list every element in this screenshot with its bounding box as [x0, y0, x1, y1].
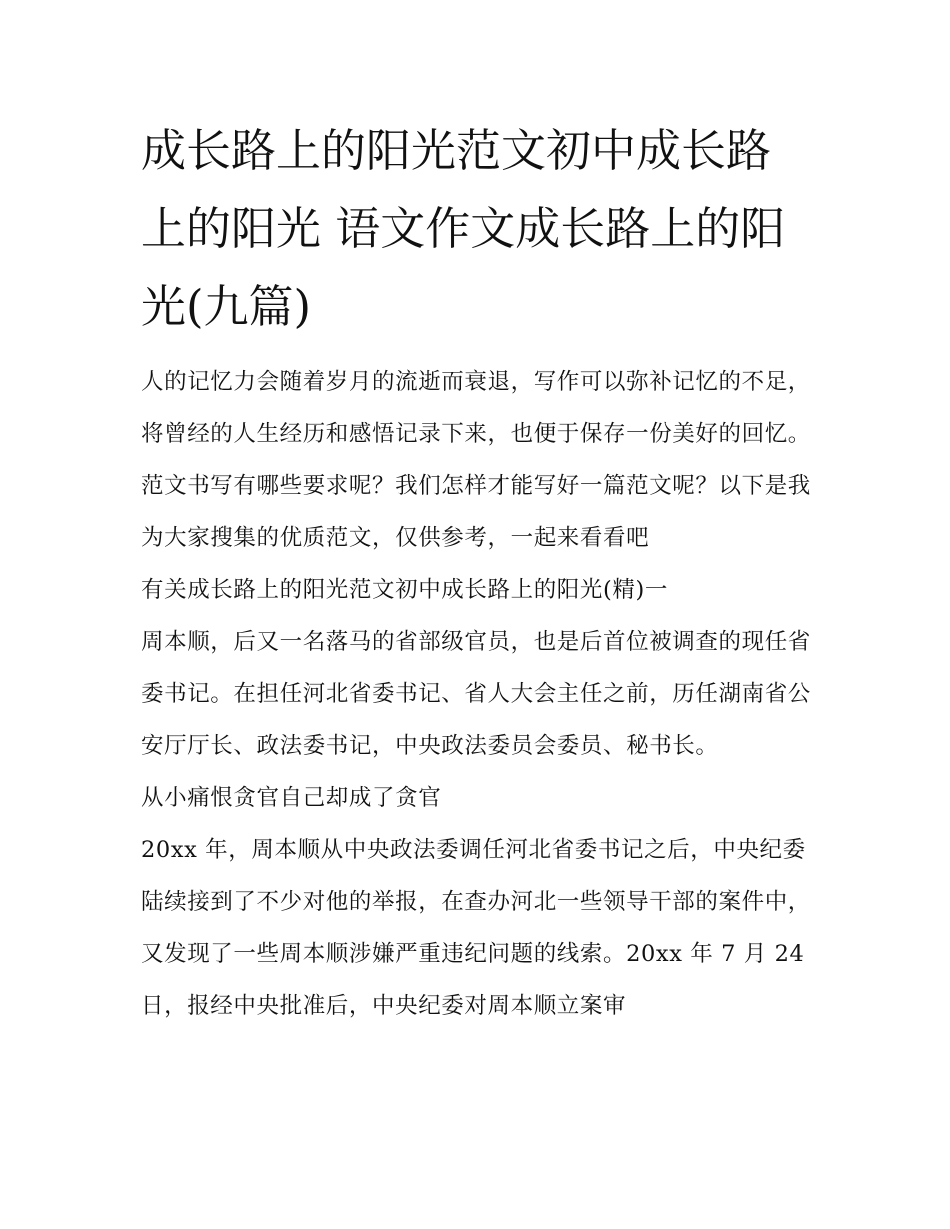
body-paragraph: 20xx 年，周本顺从中央政法委调任河北省委书记之后，中央纪委陆续接到了不少对他的举报，在查办河北一些领导干部的案件中，又发现了一些周本顺涉嫌严重违纪问题的线索。20xx 年 7 月 24 日，报经中央批准后，中央纪委对周本顺立案审: [141, 837, 811, 1019]
document-page: [141, 112, 813, 1032]
document-title: 成长路上的阳光范文初中成长路上的阳光 语文作文成长路上的阳光(九篇): [141, 124, 786, 333]
subheading: 从小痛恨贪官自己却成了贪官: [141, 785, 442, 811]
intro-paragraph: 人的记忆力会随着岁月的流逝而衰退，写作可以弥补记忆的不足，将曾经的人生经历和感悟记录下来，也便于保存一份美好的回忆。范文书写有哪些要求呢？我们怎样才能写好一篇范文呢？以下是我为大家搜集的优质范文，仅供参考，一起来看看吧: [141, 369, 811, 551]
section-heading: 有关成长路上的阳光范文初中成长路上的阳光(精)一: [141, 577, 668, 603]
body-paragraph: 周本顺，后又一名落马的省部级官员，也是后首位被调查的现任省委书记。在担任河北省委书记、省人大会主任之前，历任湖南省公安厅厅长、政法委书记，中央政法委员会委员、秘书长。: [141, 629, 811, 759]
